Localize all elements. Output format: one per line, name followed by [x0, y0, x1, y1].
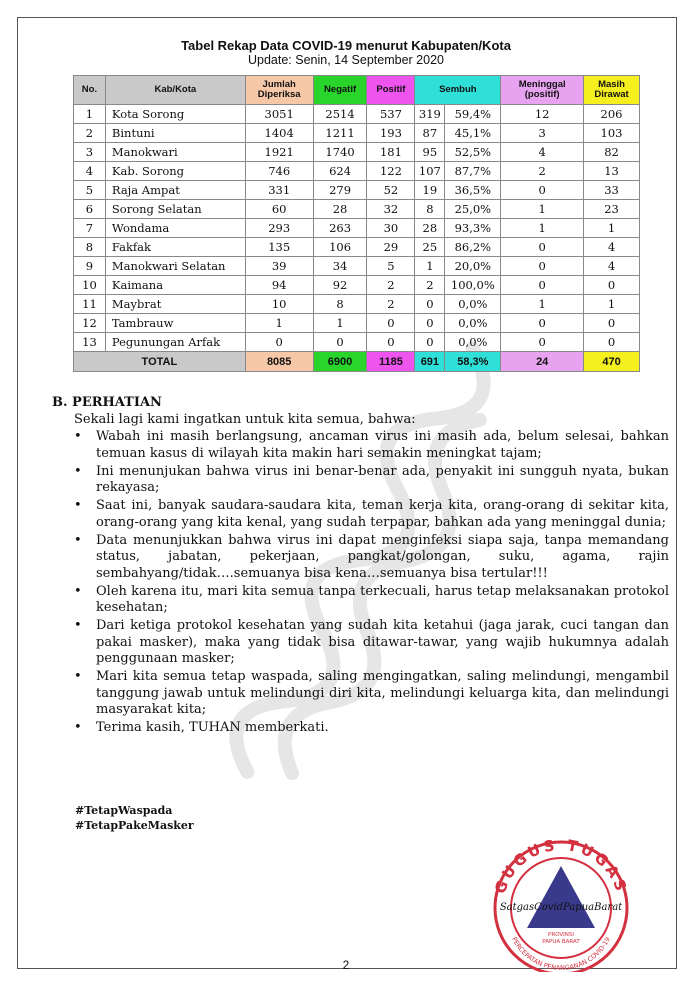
table-total-row	[74, 352, 640, 372]
table-row	[74, 295, 640, 314]
table-header-row	[74, 76, 640, 105]
cell-sembuh: 107	[415, 162, 445, 181]
list-item-text: Oleh karena itu, mari kita semua tanpa terkecuali, harus tetap melaksanakan protokol kesehatan;	[96, 583, 669, 615]
header-jumlah-diperiksa: Jumlah Diperiksa	[245, 76, 313, 105]
cell-meninggal: 0	[501, 276, 584, 295]
cell-negatif: 34	[313, 257, 367, 276]
gugus-tugas-seal	[477, 832, 645, 972]
total-positif: 1185	[367, 352, 415, 372]
document-title: Tabel Rekap Data COVID-19 menurut Kabupaten/Kota	[181, 38, 511, 53]
cell-no: 2	[74, 124, 106, 143]
cell-no: 4	[74, 162, 106, 181]
header-no: No.	[74, 76, 106, 105]
list-item-text: Mari kita semua tetap waspada, saling mengingatkan, saling melindungi, mengambil tanggung jawab untuk melindungi diri kita, melindungi keluarga kita, dan melindungi masyarakat kita;	[96, 669, 669, 717]
cell-dirawat: 4	[584, 257, 640, 276]
cell-no: 1	[74, 105, 106, 124]
cell-no: 3	[74, 143, 106, 162]
cell-positif: 5	[367, 257, 415, 276]
cell-dirawat: 33	[584, 181, 640, 200]
cell-dirawat: 1	[584, 219, 640, 238]
cell-dirawat: 0	[584, 276, 640, 295]
cell-meninggal: 0	[501, 257, 584, 276]
cell-kab: Sorong Selatan	[105, 200, 245, 219]
cell-persen: 0,0%	[445, 295, 501, 314]
cell-persen: 36,5%	[445, 181, 501, 200]
cell-no: 7	[74, 219, 106, 238]
section-intro: Sekali lagi kami ingatkan untuk kita semua, bahwa:	[74, 412, 416, 427]
bullet-icon: •	[74, 720, 82, 735]
bullet-icon: •	[74, 532, 82, 548]
cell-diperiksa: 60	[245, 200, 313, 219]
cell-dirawat: 103	[584, 124, 640, 143]
bullet-icon: •	[74, 429, 82, 444]
cell-sembuh: 19	[415, 181, 445, 200]
table-row	[74, 181, 640, 200]
cell-persen: 0,0%	[445, 333, 501, 352]
cell-no: 11	[74, 295, 106, 314]
cell-negatif: 28	[313, 200, 367, 219]
cell-no: 5	[74, 181, 106, 200]
cell-meninggal: 1	[501, 295, 584, 314]
cell-dirawat: 206	[584, 105, 640, 124]
cell-persen: 0,0%	[445, 314, 501, 333]
total-dirawat: 470	[584, 352, 640, 372]
cell-positif: 537	[367, 105, 415, 124]
cell-diperiksa: 293	[245, 219, 313, 238]
list-item	[74, 464, 669, 497]
cell-negatif: 624	[313, 162, 367, 181]
cell-dirawat: 23	[584, 200, 640, 219]
cell-no: 13	[74, 333, 106, 352]
total-sembuh-persen: 58,3%	[445, 352, 501, 372]
header-positif: Positif	[367, 76, 415, 105]
table-row	[74, 200, 640, 219]
total-label: TOTAL	[74, 352, 246, 372]
cell-meninggal: 0	[501, 333, 584, 352]
cell-negatif: 263	[313, 219, 367, 238]
cell-negatif: 106	[313, 238, 367, 257]
cell-kab: Kota Sorong	[105, 105, 245, 124]
cell-dirawat: 82	[584, 143, 640, 162]
cell-sembuh: 28	[415, 219, 445, 238]
cell-positif: 52	[367, 181, 415, 200]
bullet-icon: •	[74, 618, 82, 633]
list-item	[74, 533, 669, 583]
seal-bottom-text: PERCEPATAN PENANGANAN COVID-19	[510, 935, 612, 972]
cell-sembuh: 0	[415, 333, 445, 352]
cell-positif: 30	[367, 219, 415, 238]
attention-list	[74, 429, 669, 738]
cell-diperiksa: 746	[245, 162, 313, 181]
list-item	[74, 429, 669, 462]
cell-diperiksa: 3051	[245, 105, 313, 124]
cell-meninggal: 1	[501, 219, 584, 238]
table-row	[74, 124, 640, 143]
total-negatif: 6900	[313, 352, 367, 372]
cell-meninggal: 1	[501, 200, 584, 219]
cell-meninggal: 0	[501, 238, 584, 257]
bullet-icon: •	[74, 583, 82, 599]
cell-negatif: 0	[313, 333, 367, 352]
cell-kab: Manokwari Selatan	[105, 257, 245, 276]
cell-sembuh: 8	[415, 200, 445, 219]
cell-kab: Kab. Sorong	[105, 162, 245, 181]
cell-meninggal: 0	[501, 314, 584, 333]
seal-provinsi: PROVINSI	[548, 932, 574, 938]
table-row	[74, 219, 640, 238]
cell-kab: Tambrauw	[105, 314, 245, 333]
cell-no: 12	[74, 314, 106, 333]
cell-sembuh: 0	[415, 295, 445, 314]
hashtag: #TetapPakeMasker	[75, 819, 194, 832]
cell-persen: 45,1%	[445, 124, 501, 143]
seal-ring-text: GUGUS TUGAS	[490, 835, 632, 897]
cell-diperiksa: 135	[245, 238, 313, 257]
update-date: Update: Senin, 14 September 2020	[248, 53, 444, 67]
cell-meninggal: 12	[501, 105, 584, 124]
cell-persen: 100,0%	[445, 276, 501, 295]
table-row	[74, 162, 640, 181]
cell-positif: 122	[367, 162, 415, 181]
header-masih-dirawat: Masih Dirawat	[584, 76, 640, 105]
cell-negatif: 2514	[313, 105, 367, 124]
section-title: B. PERHATIAN	[52, 395, 162, 410]
table-row	[74, 238, 640, 257]
list-item-text: Saat ini, banyak saudara-saudara kita, teman kerja kita, orang-orang di sekitar kita, orang-orang yang kita kenal, yang sudah terpapar, bahkan ada yang meninggal dunia;	[96, 498, 669, 530]
table-row	[74, 143, 640, 162]
cell-kab: Fakfak	[105, 238, 245, 257]
cell-diperiksa: 1921	[245, 143, 313, 162]
cell-no: 8	[74, 238, 106, 257]
cell-dirawat: 0	[584, 333, 640, 352]
cell-positif: 2	[367, 295, 415, 314]
cell-meninggal: 3	[501, 124, 584, 143]
cell-persen: 86,2%	[445, 238, 501, 257]
list-item	[74, 720, 669, 737]
cell-kab: Kaimana	[105, 276, 245, 295]
cell-persen: 93,3%	[445, 219, 501, 238]
table-row	[74, 257, 640, 276]
cell-negatif: 279	[313, 181, 367, 200]
header-meninggal: Meninggal (positif)	[501, 76, 584, 105]
cell-no: 9	[74, 257, 106, 276]
cell-kab: Maybrat	[105, 295, 245, 314]
list-item-text: Wabah ini masih berlangsung, ancaman virus ini masih ada, belum selesai, bahkan temuan kasus di wilayah kita makin hari semakin meningkat tajam;	[96, 429, 669, 461]
hashtags	[75, 803, 194, 833]
list-item	[74, 669, 669, 719]
cell-persen: 59,4%	[445, 105, 501, 124]
cell-diperiksa: 39	[245, 257, 313, 276]
list-item	[74, 498, 669, 531]
cell-dirawat: 4	[584, 238, 640, 257]
list-item-text: Terima kasih, TUHAN memberkati.	[96, 720, 329, 735]
cell-kab: Pegunungan Arfak	[105, 333, 245, 352]
list-item	[74, 618, 669, 668]
total-meninggal: 24	[501, 352, 584, 372]
seal-triangle-icon	[527, 866, 595, 928]
cell-kab: Bintuni	[105, 124, 245, 143]
cell-diperiksa: 1404	[245, 124, 313, 143]
list-item-text: Dari ketiga protokol kesehatan yang sudah kita ketahui (jaga jarak, cuci tangan dan pakai masker), maka yang tidak bisa ditawar-tawar, yang wajib hukumnya adalah penggunaan masker;	[96, 618, 669, 666]
cell-negatif: 1	[313, 314, 367, 333]
cell-kab: Wondama	[105, 219, 245, 238]
table-row	[74, 276, 640, 295]
cell-no: 6	[74, 200, 106, 219]
cell-diperiksa: 10	[245, 295, 313, 314]
header-sembuh: Sembuh	[415, 76, 501, 105]
cell-meninggal: 4	[501, 143, 584, 162]
cell-meninggal: 0	[501, 181, 584, 200]
cell-positif: 193	[367, 124, 415, 143]
cell-dirawat: 1	[584, 295, 640, 314]
bullet-icon: •	[74, 498, 82, 513]
cell-persen: 87,7%	[445, 162, 501, 181]
cell-sembuh: 2	[415, 276, 445, 295]
bullet-icon: •	[74, 463, 82, 479]
cell-positif: 181	[367, 143, 415, 162]
list-item-text: Ini menunjukan bahwa virus ini benar-benar ada, penyakit ini sungguh nyata, bukan rekayasa;	[96, 463, 669, 495]
cell-persen: 52,5%	[445, 143, 501, 162]
cell-persen: 20,0%	[445, 257, 501, 276]
cell-diperiksa: 94	[245, 276, 313, 295]
covid-recap-table	[73, 75, 640, 372]
cell-sembuh: 319	[415, 105, 445, 124]
bullet-icon: •	[74, 669, 82, 684]
header-kab-kota: Kab/Kota	[105, 76, 245, 105]
cell-diperiksa: 331	[245, 181, 313, 200]
header-negatif: Negatif	[313, 76, 367, 105]
seal-region: PAPUA BARAT	[542, 939, 580, 945]
page-number: 2	[342, 958, 350, 972]
cell-diperiksa: 1	[245, 314, 313, 333]
total-sembuh: 691	[415, 352, 445, 372]
cell-positif: 32	[367, 200, 415, 219]
cell-diperiksa: 0	[245, 333, 313, 352]
cell-sembuh: 0	[415, 314, 445, 333]
cell-sembuh: 87	[415, 124, 445, 143]
list-item-text: Data menunjukkan bahwa virus ini dapat menginfeksi siapa saja, tanpa memandang status, jabatan, pekerjaan, pangkat/golongan, suku, agama, rajin sembahyang/tidak….semuanya bisa kena…semuanya bisa tertular!!!	[96, 532, 669, 581]
cell-positif: 29	[367, 238, 415, 257]
cell-positif: 0	[367, 314, 415, 333]
cell-sembuh: 1	[415, 257, 445, 276]
cell-persen: 25,0%	[445, 200, 501, 219]
seal-signature: SatgasCovidPapuaBarat	[499, 902, 623, 913]
hashtag: #TetapWaspada	[75, 804, 173, 817]
cell-dirawat: 13	[584, 162, 640, 181]
cell-negatif: 1740	[313, 143, 367, 162]
cell-positif: 2	[367, 276, 415, 295]
cell-meninggal: 2	[501, 162, 584, 181]
cell-sembuh: 95	[415, 143, 445, 162]
cell-no: 10	[74, 276, 106, 295]
table-row	[74, 314, 640, 333]
cell-kab: Raja Ampat	[105, 181, 245, 200]
cell-positif: 0	[367, 333, 415, 352]
cell-kab: Manokwari	[105, 143, 245, 162]
cell-negatif: 1211	[313, 124, 367, 143]
cell-dirawat: 0	[584, 314, 640, 333]
list-item	[74, 584, 669, 617]
total-diperiksa: 8085	[245, 352, 313, 372]
table-row	[74, 333, 640, 352]
cell-negatif: 8	[313, 295, 367, 314]
cell-sembuh: 25	[415, 238, 445, 257]
cell-negatif: 92	[313, 276, 367, 295]
table-row	[74, 105, 640, 124]
